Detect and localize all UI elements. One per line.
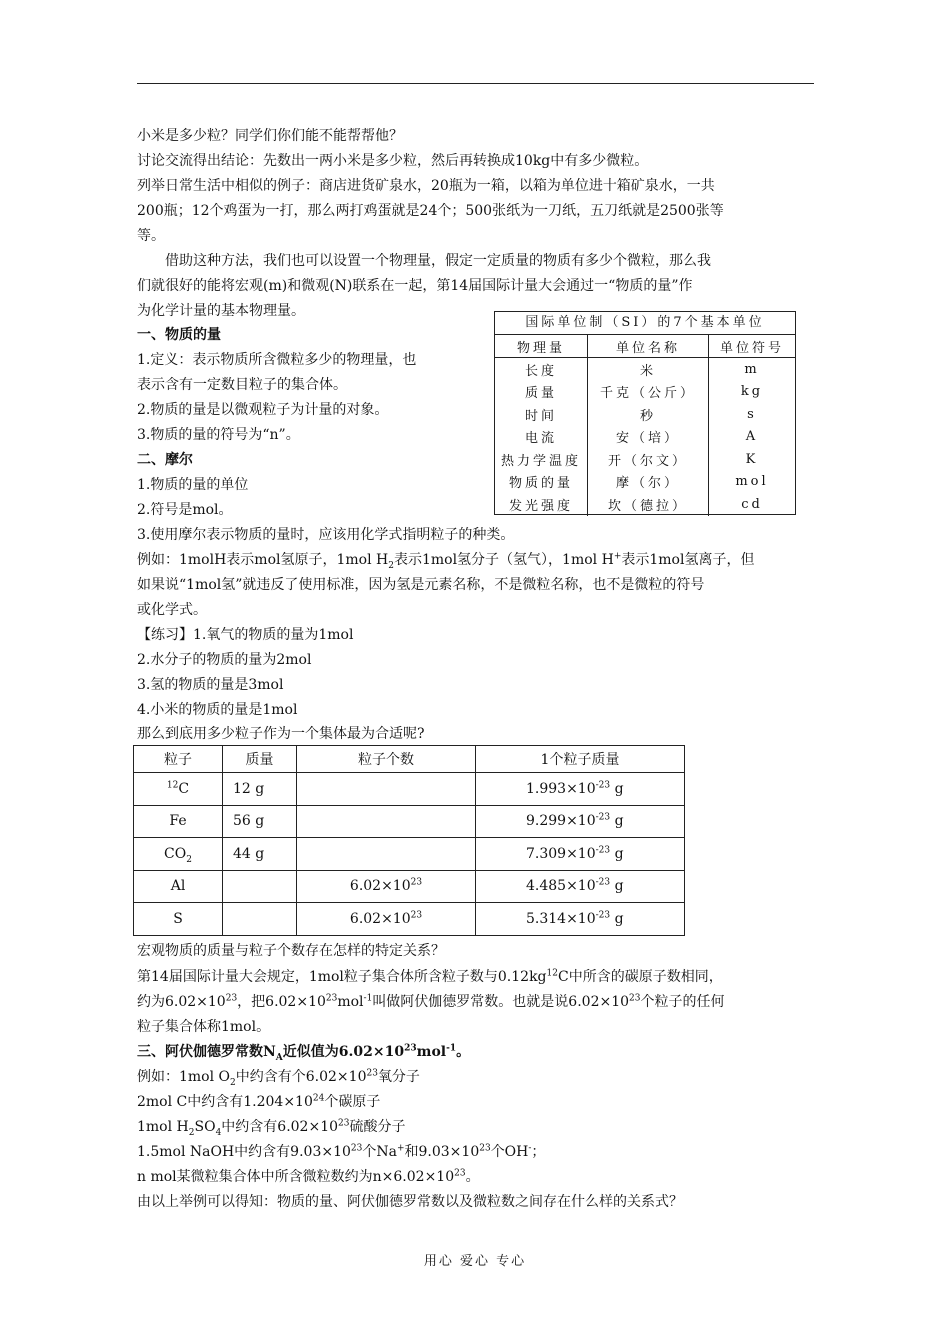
si-cell: mol xyxy=(709,471,796,494)
particle-header-count: 粒子个数 xyxy=(297,746,476,773)
section-3-title xyxy=(137,1040,470,1064)
particle-header-unit-mass: 1个粒子质量 xyxy=(476,746,685,773)
particle-unit-mass xyxy=(476,838,685,871)
text-run: 5.314×10 xyxy=(526,910,596,927)
particle-header-mass: 质量 xyxy=(223,746,297,773)
superscript: -23 xyxy=(595,845,611,856)
practice-question: 那么到底用多少粒子作为一个集体最为合适呢? xyxy=(137,726,425,742)
text-run: 和9.03×10 xyxy=(404,1144,480,1160)
text-run: 中约含有6.02×10 xyxy=(221,1119,339,1135)
superscript: -23 xyxy=(595,812,611,823)
text-run: SO xyxy=(194,1119,216,1135)
si-row-current xyxy=(495,426,795,449)
text-run: 。 xyxy=(456,1044,471,1060)
subscript: 4 xyxy=(215,1127,222,1138)
particle-count xyxy=(297,903,476,936)
intro-line-3: 列举日常生活中相似的例子：商店进货矿泉水，20瓶为一箱，以箱为单位进十箱矿泉水，一共 xyxy=(137,178,715,194)
particle-mass: 44 g xyxy=(223,838,297,871)
si-row-length xyxy=(495,358,795,381)
text-run: g xyxy=(610,813,624,830)
section-2-title: 二、摩尔 xyxy=(137,452,193,468)
sec2-example-line-3: 或化学式。 xyxy=(137,602,207,618)
sec2-example-line-2: 如果说“1mol氢”就违反了使用标准，因为氢是元素名称，不是微粒名称，也不是微粒的符号 xyxy=(137,577,705,593)
relation-question: 宏观物质的质量与粒子个数存在怎样的特定关系？ xyxy=(137,943,445,959)
text-run: g xyxy=(610,878,624,895)
table-row xyxy=(134,805,685,838)
sec1-item-3: 3.物质的量的符号为“n”。 xyxy=(137,427,300,443)
text-run: 个碳原子 xyxy=(324,1094,381,1110)
text-run: ，把6.02×10 xyxy=(237,994,326,1010)
text-run: Al xyxy=(170,878,186,895)
particle-name xyxy=(134,805,223,838)
text-run: mol xyxy=(416,1044,447,1060)
sec3-final-question: 由以上举例可以得知：物质的量、阿伏伽德罗常数以及微粒数之间存在什么样的关系式？ xyxy=(137,1194,683,1210)
text-run: 个粒子的任何 xyxy=(640,994,725,1010)
text-run: 1mol H xyxy=(137,1119,189,1135)
si-row-mass xyxy=(495,381,795,404)
text-run: 7.309×10 xyxy=(526,845,596,862)
si-cell: 坎（德拉） xyxy=(588,493,709,516)
si-units-table xyxy=(494,311,796,515)
sec2-example-line-1 xyxy=(137,548,754,572)
intro-line-4: 200瓶；12个鸡蛋为一打，那么两打鸡蛋就是24个；500张纸为一刀纸，五刀纸就是2500张等 xyxy=(137,203,724,219)
text-run: n mol某微粒集合体中所含微粒数约为n×6.02×10 xyxy=(137,1169,455,1185)
sec1-def-line-2: 表示含有一定数目粒子的集合体。 xyxy=(137,377,347,393)
practice-tag: 【练习】 xyxy=(137,627,193,643)
si-cell: 开（尔文） xyxy=(588,448,709,471)
text-run: ； xyxy=(531,1144,546,1160)
superscript: -23 xyxy=(595,877,611,888)
particle-count xyxy=(297,838,476,871)
si-row-luminous xyxy=(495,493,795,516)
sec3-example-4 xyxy=(137,1140,545,1164)
si-cell: s xyxy=(709,403,796,426)
text-run: 1.993×10 xyxy=(526,780,596,797)
particle-table xyxy=(133,745,685,936)
si-row-temperature xyxy=(495,448,795,471)
text-run: 第14届国际计量大会规定，1mol粒子集合体所含粒子数与0.12kg xyxy=(137,969,547,985)
text-run: 叫做阿伏伽德罗常数。也就是说6.02×10 xyxy=(372,994,630,1010)
superscript: -1 xyxy=(363,993,373,1004)
table-row xyxy=(134,773,685,806)
si-header-unit-name: 单位名称 xyxy=(588,335,709,358)
si-cell: 时间 xyxy=(524,408,557,424)
superscript: - xyxy=(528,1143,532,1154)
text-run: g xyxy=(610,780,624,797)
si-header-unit-symbol: 单位符号 xyxy=(709,335,796,358)
intro-line-1: 小米是多少粒？同学们你们能不能帮帮他？ xyxy=(137,128,403,144)
si-cell: kg xyxy=(709,381,796,404)
text-run: g xyxy=(610,845,624,862)
text-run: 2mol C中约含有1.204×10 xyxy=(137,1094,313,1110)
relation-line-1 xyxy=(137,965,723,989)
text-run: 约为6.02×10 xyxy=(137,994,226,1010)
superscript: 23 xyxy=(338,1118,350,1129)
si-cell: 长度 xyxy=(524,363,557,379)
text-run: 例如：1mol O xyxy=(137,1069,231,1085)
header-rule xyxy=(137,83,814,84)
text-run: g xyxy=(610,910,624,927)
text-run: 6.02×10 xyxy=(349,878,411,895)
subscript: 2 xyxy=(230,1077,236,1088)
particle-name xyxy=(134,870,223,903)
subscript: 2 xyxy=(188,1127,195,1138)
particle-count xyxy=(297,805,476,838)
text-run: 表示1mol氢离子，但 xyxy=(621,552,755,568)
text-run: 个OH xyxy=(490,1144,529,1160)
sec1-item-2: 2.物质的量是以微观粒子为计量的对象。 xyxy=(137,402,389,418)
text-run: 三、阿伏伽德罗常数N xyxy=(137,1044,276,1060)
relation-line-3: 粒子集合体称1mol。 xyxy=(137,1019,271,1035)
text-run: 9.299×10 xyxy=(526,813,596,830)
intro-text xyxy=(137,124,817,324)
si-cell: 千克（公斤） xyxy=(588,381,709,404)
superscript: 12 xyxy=(166,780,179,791)
particle-mass: 12 g xyxy=(223,773,297,806)
particle-table-header xyxy=(134,746,685,773)
sec2-item-3: 3.使用摩尔表示物质的量时，应该用化学式指明粒子的种类。 xyxy=(137,527,515,543)
text-run: 6.02×10 xyxy=(349,910,411,927)
superscript: 23 xyxy=(454,1168,466,1179)
superscript: 23 xyxy=(225,993,238,1004)
si-cell: cd xyxy=(709,493,796,516)
superscript: 23 xyxy=(479,1143,491,1154)
sec2-item-1: 1.物质的量的单位 xyxy=(137,477,249,493)
text-run: 例如：1molH表示mol氢原子，1mol H xyxy=(137,552,389,568)
si-cell: 物质的量 xyxy=(508,476,573,492)
particle-unit-mass xyxy=(476,805,685,838)
sec3-example-1 xyxy=(137,1065,420,1089)
superscript: + xyxy=(396,1143,405,1154)
section-1-title: 一、物质的量 xyxy=(137,327,221,343)
superscript: 12 xyxy=(546,968,558,979)
subscript: 2 xyxy=(186,854,192,865)
subscript: 2 xyxy=(388,560,394,571)
intro-line-6: 借助这种方法，我们也可以设置一个物理量，假定一定质量的物质有多少个微粒，那么我 xyxy=(165,253,711,269)
table-row xyxy=(134,870,685,903)
text-run: 1.5mol NaOH中约含有9.03×10 xyxy=(137,1144,351,1160)
sec3-example-5 xyxy=(137,1165,480,1189)
sec3-example-2 xyxy=(137,1090,380,1114)
text-run: S xyxy=(173,910,183,927)
superscript: 23 xyxy=(404,1043,417,1054)
si-cell: A xyxy=(709,426,796,449)
si-table-caption: 国际单位制（SI）的7个基本单位 xyxy=(495,312,795,335)
particle-name xyxy=(134,903,223,936)
particle-header-particle: 粒子 xyxy=(134,746,223,773)
sec2-item-2: 2.符号是mol。 xyxy=(137,502,233,518)
superscript: 24 xyxy=(312,1093,325,1104)
superscript: -23 xyxy=(595,910,611,921)
si-cell: 米 xyxy=(588,358,709,381)
practice-item-4: 4.小米的物质的量是1mol xyxy=(137,702,298,718)
relation-line-2 xyxy=(137,990,724,1014)
si-cell: 秒 xyxy=(588,403,709,426)
practice-item-2: 2.水分子的物质的量为2mol xyxy=(137,652,312,668)
practice-line-1 xyxy=(137,623,353,647)
superscript: + xyxy=(613,551,622,562)
table-row xyxy=(134,838,685,871)
page-footer: 用心 爱心 专心 xyxy=(423,1254,527,1269)
si-cell: 质量 xyxy=(524,386,557,402)
superscript: 23 xyxy=(366,1068,378,1079)
si-table-header-row xyxy=(495,335,795,358)
si-cell: 安（培） xyxy=(588,426,709,449)
text-run: 。 xyxy=(465,1169,480,1185)
text-run: mol xyxy=(337,994,364,1010)
subscript: A xyxy=(275,1052,283,1063)
text-run: 氧分子 xyxy=(377,1069,420,1085)
text-run: 4.485×10 xyxy=(526,878,596,895)
si-row-amount xyxy=(495,471,795,494)
particle-name xyxy=(134,773,223,806)
si-header-quantity: 物理量 xyxy=(495,335,588,358)
particle-count xyxy=(297,773,476,806)
intro-line-8: 为化学计量的基本物理量。 xyxy=(137,303,305,319)
text-run: 表示1mol氢分子（氢气），1mol H xyxy=(393,552,614,568)
practice-item-1: 1.氧气的物质的量为1mol xyxy=(193,627,354,643)
table-row xyxy=(134,903,685,936)
intro-line-2: 讨论交流得出结论：先数出一两小米是多少粒，然后再转换成10kg中有多少微粒。 xyxy=(137,153,649,169)
particle-mass xyxy=(223,903,297,936)
superscript: -23 xyxy=(595,780,611,791)
si-cell: 热力学温度 xyxy=(500,453,581,469)
particle-unit-mass xyxy=(476,773,685,806)
text-run: 硫酸分子 xyxy=(349,1119,406,1135)
si-cell: 电流 xyxy=(524,431,557,447)
si-cell: 发光强度 xyxy=(508,498,573,514)
text-run: 个Na xyxy=(362,1144,397,1160)
particle-mass xyxy=(223,870,297,903)
superscript: 23 xyxy=(410,877,423,888)
intro-line-5: 等。 xyxy=(137,228,165,244)
si-cell: K xyxy=(709,448,796,471)
superscript: 23 xyxy=(350,1143,363,1154)
text-run: 近似值为6.02×10 xyxy=(282,1044,405,1060)
particle-count xyxy=(297,870,476,903)
text-run: C xyxy=(178,780,190,797)
sec3-example-3 xyxy=(137,1115,405,1139)
intro-line-7: 们就很好的能将宏观(m)和微观(N)联系在一起，第14届国际计量大会通过一“物质的量”作 xyxy=(137,278,693,294)
si-cell: 摩（尔） xyxy=(588,471,709,494)
si-row-time xyxy=(495,403,795,426)
practice-item-3: 3.氢的物质的量是3mol xyxy=(137,677,284,693)
text-run: 中约含有个6.02×10 xyxy=(235,1069,367,1085)
particle-unit-mass xyxy=(476,870,685,903)
superscript: 23 xyxy=(629,993,641,1004)
text-run: C中所含的碳原子数相同， xyxy=(557,969,723,985)
superscript: 23 xyxy=(325,993,338,1004)
si-cell: m xyxy=(709,358,796,381)
particle-unit-mass xyxy=(476,903,685,936)
particle-name xyxy=(134,838,223,871)
particle-mass: 56 g xyxy=(223,805,297,838)
superscript: -1 xyxy=(446,1043,457,1054)
superscript: 23 xyxy=(410,910,423,921)
text-run: CO xyxy=(164,845,187,862)
sec1-def-line-1: 1.定义：表示物质所含微粒多少的物理量，也 xyxy=(137,352,417,368)
text-run: Fe xyxy=(169,813,187,830)
